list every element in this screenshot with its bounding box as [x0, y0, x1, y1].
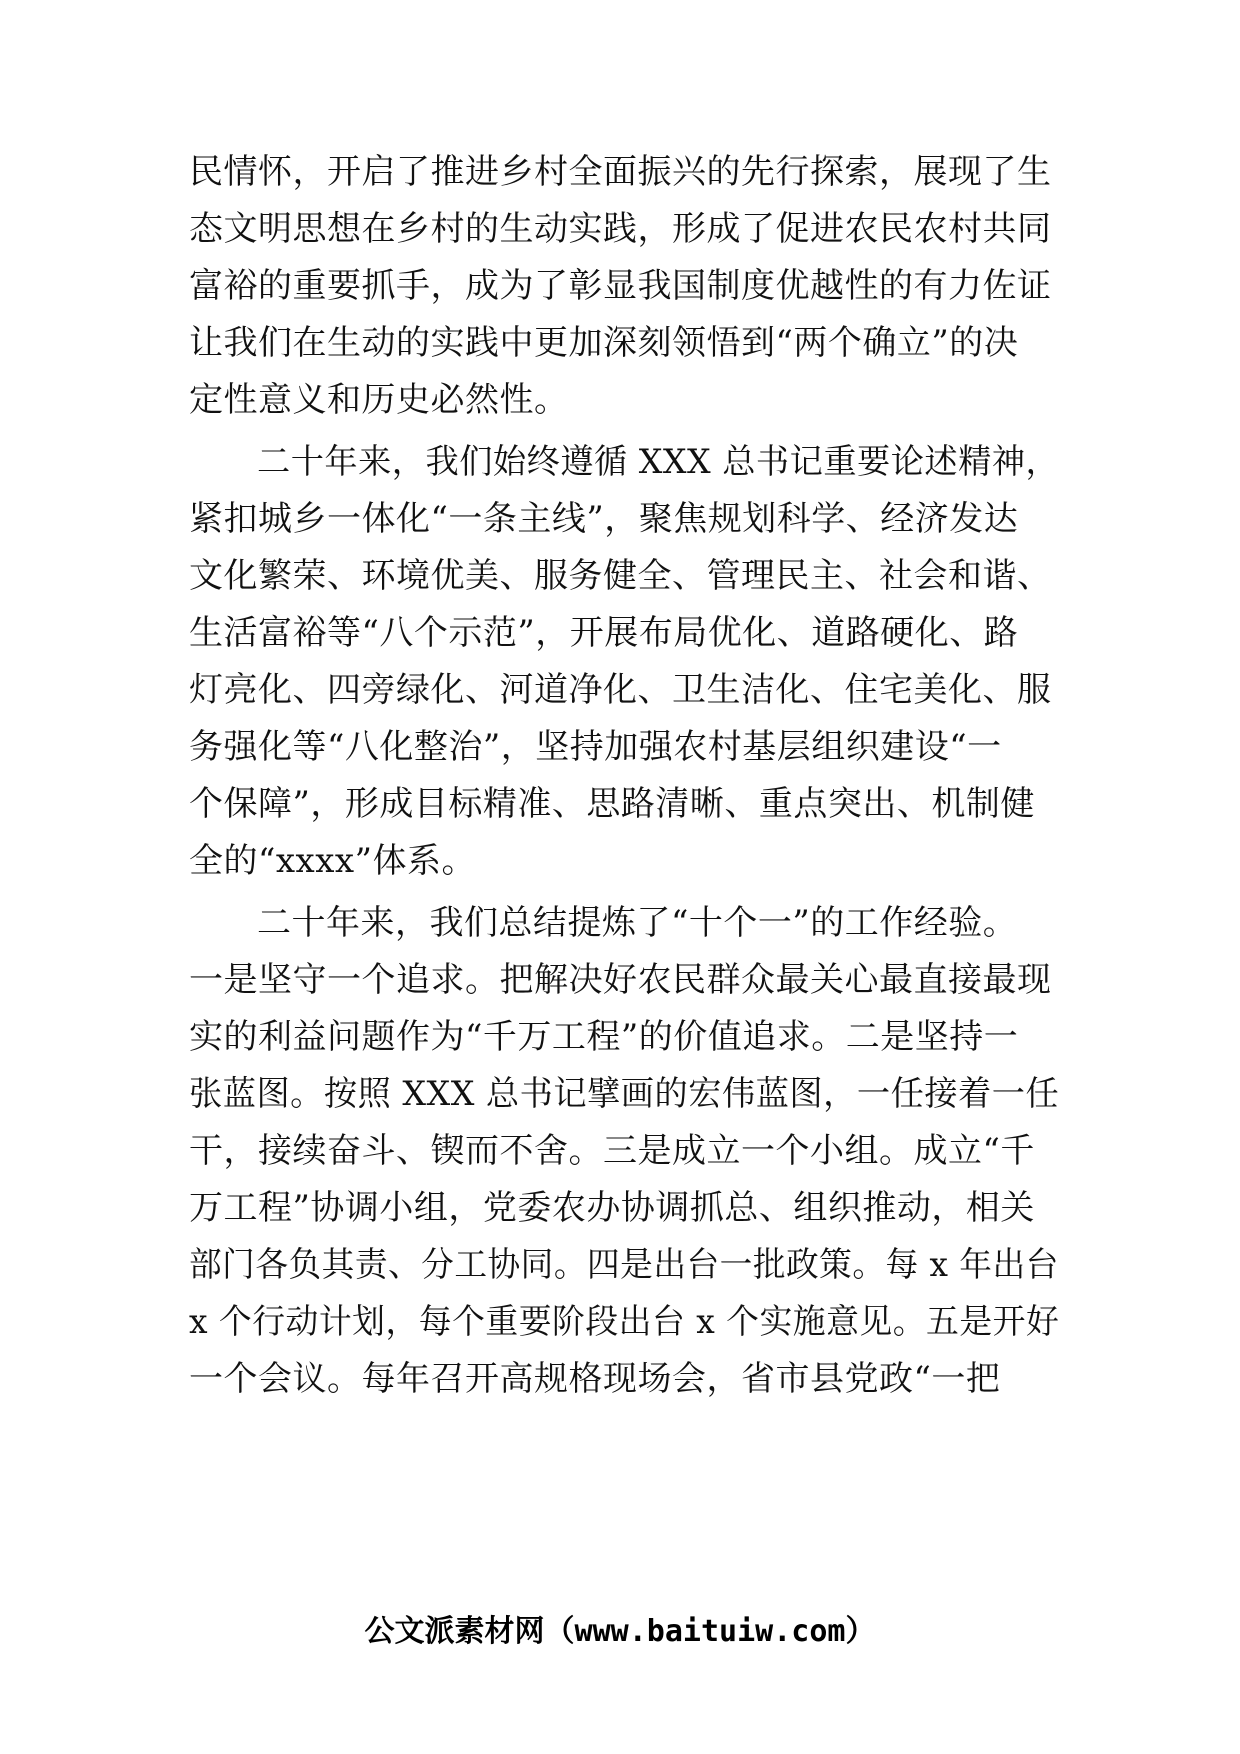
text-line: 务强化等“八化整治”，坚持加强农村基层组织建设“一: [189, 727, 1002, 767]
text-line: 灯亮化、四旁绿化、河道净化、卫生洁化、住宅美化、服: [189, 670, 1052, 710]
text-line: 紧扣城乡一体化“一条主线”，聚焦规划科学、经济发达: [189, 499, 1019, 539]
text-line: 富裕的重要抓手，成为了彰显我国制度优越性的有力佐证: [189, 266, 1052, 306]
paragraph-first-line: 二十年来，我们始终遵循 XXX 总书记重要论述精神，: [257, 442, 1060, 482]
text-line: 态文明思想在乡村的生动实践，形成了促进农民农村共同: [189, 209, 1052, 249]
paragraph-first-line: 二十年来，我们总结提炼了“十个一”的工作经验。: [257, 903, 1018, 943]
text-line: 生活富裕等“八个示范”，开展布局优化、道路硬化、路: [189, 613, 1019, 653]
text-line: 文化繁荣、环境优美、服务健全、管理民主、社会和谐、: [189, 556, 1052, 596]
text-line: x 个行动计划，每个重要阶段出台 x 个实施意见。五是开好: [189, 1302, 1060, 1342]
text-line: 万工程”协调小组，党委农办协调抓总、组织推动，相关: [189, 1188, 1035, 1228]
text-line: 张蓝图。按照 XXX 总书记擘画的宏伟蓝图，一任接着一任: [189, 1074, 1060, 1114]
text-line: 一个会议。每年召开高规格现场会，省市县党政“一把: [189, 1359, 1001, 1399]
text-line: 民情怀，开启了推进乡村全面振兴的先行探索，展现了生: [189, 152, 1052, 192]
text-line: 一是坚守一个追求。把解决好农民群众最关心最直接最现: [189, 960, 1052, 1000]
text-line: 实的利益问题作为“千万工程”的价值追求。二是坚持一: [189, 1017, 1019, 1057]
page-footer: 公文派素材网（www.baituiw.com）: [364, 1614, 876, 1649]
text-line: 全的“xxxx”体系。: [189, 841, 476, 881]
text-line: 个保障”，形成目标精准、思路清晰、重点突出、机制健: [189, 784, 1035, 824]
text-line: 干，接续奋斗、锲而不舍。三是成立一个小组。成立“千: [189, 1131, 1035, 1171]
text-line: 定性意义和历史必然性。: [189, 380, 569, 420]
text-line: 让我们在生动的实践中更加深刻领悟到“两个确立”的决: [189, 323, 1019, 363]
text-line: 部门各负其责、分工协同。四是出台一批政策。每 x 年出台: [189, 1245, 1059, 1285]
